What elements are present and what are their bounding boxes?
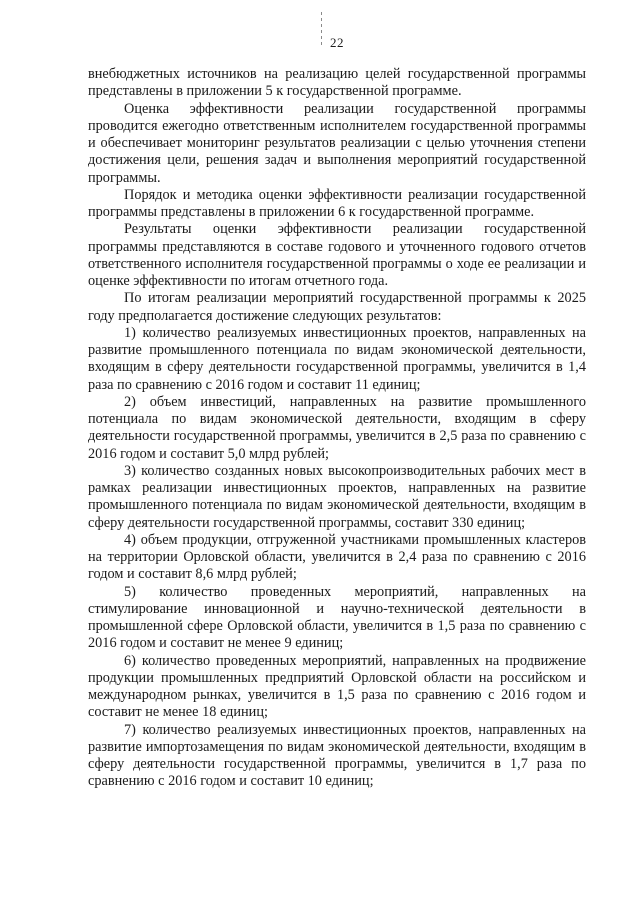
paragraph-methodology: Порядок и методика оценки эффективности реализации государственной программы представлены в приложении 6 к государственной программе. bbox=[88, 186, 586, 220]
result-item-3: 3) количество созданных новых высокопроизводительных рабочих мест в рамках реализации инвестиционных проектов, направленных на развитие промышленного потенциала по видам экономической деятельности, входящим в сферу деятельности государственной программы, составит 330 единиц; bbox=[88, 462, 586, 531]
result-item-5: 5) количество проведенных мероприятий, направленных на стимулирование инновационной и научно-технической деятельности в промышленной сфере Орловской области, увеличится в 1,5 раза по сравнению с 2016 годом и составит не менее 9 единиц; bbox=[88, 583, 586, 652]
paragraph-results-reporting: Результаты оценки эффективности реализации государственной программы представляются в составе годового и уточненного годового отчетов ответственного исполнителя государственной программы о ходе ее реализации и оценке эффективности по итогам отчетного года. bbox=[88, 221, 586, 289]
result-item-1: 1) количество реализуемых инвестиционных проектов, направленных на развитие промышленного потенциала по видам экономической деятельности, входящим в сферу деятельности государственной программы, увеличится в 1,4 раза по сравнению с 2016 годом и составит 11 единиц; bbox=[88, 324, 586, 393]
body-text bbox=[88, 66, 586, 791]
scan-artifact-mark bbox=[321, 12, 322, 46]
result-item-6: 6) количество проведенных мероприятий, направленных на продвижение продукции промышленных предприятий Орловской области на российском и международном рынках, увеличится в 1,5 раза по сравнению с 2016 годом и составит не менее 18 единиц; bbox=[88, 652, 586, 721]
result-item-4: 4) объем продукции, отгруженной участниками промышленных кластеров на территории Орловской области, увеличится в 2,4 раза по сравнению с 2016 годом и составит 8,6 млрд рублей; bbox=[88, 531, 586, 583]
paragraph-continuation: внебюджетных источников на реализацию целей государственной программы представлены в приложении 5 к государственной программе. bbox=[88, 66, 586, 100]
paragraph-results-intro: По итогам реализации мероприятий государственной программы к 2025 году предполагается достижение следующих результатов: bbox=[88, 290, 586, 324]
result-item-2: 2) объем инвестиций, направленных на развитие промышленного потенциала по видам экономической деятельности, входящим в сферу деятельности государственной программы, увеличится в 2,5 раза по сравнению с 2016 годом и составит 5,0 млрд рублей; bbox=[88, 393, 586, 462]
page-number: 22 bbox=[330, 35, 344, 50]
result-item-7: 7) количество реализуемых инвестиционных проектов, направленных на развитие импортозамещения по видам экономической деятельности, входящим в сферу деятельности государственной программы, увеличится в 1,7 раза по сравнению с 2016 годом и составит 10 единиц; bbox=[88, 721, 586, 790]
paragraph-evaluation: Оценка эффективности реализации государственной программы проводится ежегодно ответственным исполнителем государственной программы и обеспечивает мониторинг результатов реализации с целью уточнения степени достижения цели, решения задач и выполнения мероприятий государственной программы. bbox=[88, 100, 586, 186]
